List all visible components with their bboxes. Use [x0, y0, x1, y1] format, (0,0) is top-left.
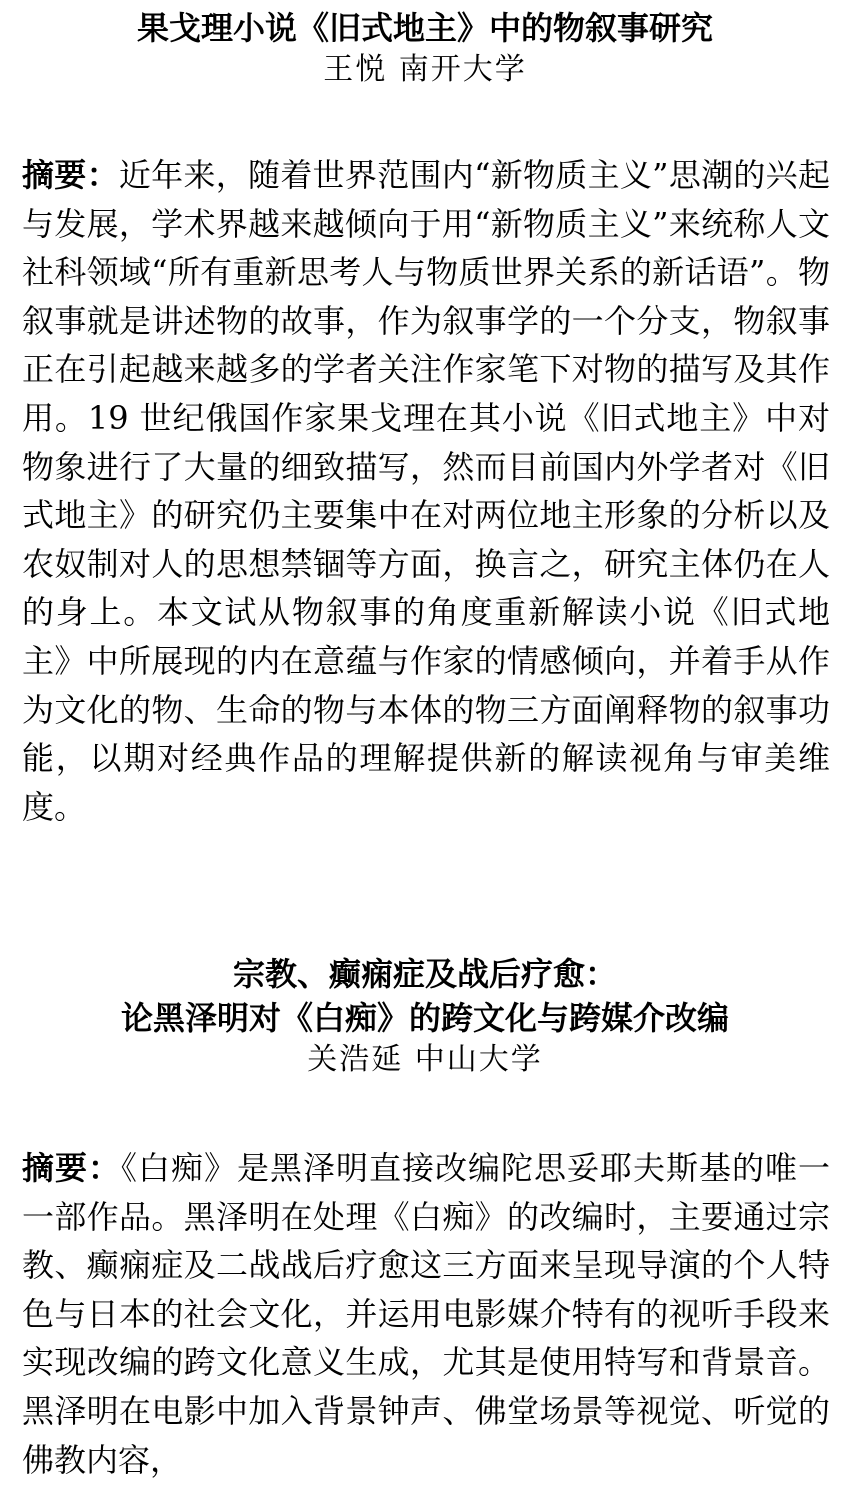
article-1-abstract	[22, 151, 830, 831]
article-1-header	[0, 6, 850, 90]
article-2-title-line-1: 宗教、癫痫症及战后疗愈：	[232, 955, 617, 993]
article-2-abstract-text: 《白痴》是黑泽明直接改编陀思妥耶夫斯基的唯一一部作品。黑泽明在处理《白痴》的改编时，主要通过宗教、癫痫症及二战战后疗愈这三方面来呈现导演的个人特色与日本的社会文化，并运用电影媒介特有的视听手段来实现改编的跨文化意义生成，尤其是使用特写和背景音。黑泽明在电影中加入背景钟声、佛堂场景等视觉、听觉的佛教内容，	[22, 1149, 830, 1479]
article-2-title-line-2: 论黑泽明对《白痴》的跨文化与跨媒介改编	[120, 999, 729, 1037]
article-1-author: 王悦 南开大学	[323, 52, 527, 87]
article-2-abstract-label: 摘要：	[22, 1149, 121, 1187]
article-2-abstract	[22, 1144, 830, 1484]
article-1-abstract-text: 近年来，随着世界范围内“新物质主义”思潮的兴起与发展，学术界越来越倾向于用“新物质主义”来统称人文社科领域“所有重新思考人与物质世界关系的新话语”。物叙事就是讲述物的故事，作为叙事学的一个分支，物叙事正在引起越来越多的学者关注作家笔下对物的描写及其作用。19 世纪俄国作家果戈理在其小说《旧式地主》中对物象进行了大量的细致描写，然而目前国内外学者对《旧式地主》的研究仍主要集中在对两位地主形象的分析以及农奴制对人的思想禁锢等方面，换言之，研究主体仍在人的身上。本文试从物叙事的角度重新解读小说《旧式地主》中所展现的内在意蕴与作家的情感倾向，并着手从作为文化的物、生命的物与本体的物三方面阐释物的叙事功能，以期对经典作品的理解提供新的解读视角与审美维度。	[22, 156, 830, 826]
article-1-title: 果戈理小说《旧式地主》中的物叙事研究	[136, 9, 713, 47]
article-1-abstract-label: 摘要：	[22, 156, 119, 194]
article-2-author: 关浩延 中山大学	[307, 1042, 543, 1077]
article-2-header	[0, 952, 850, 1080]
